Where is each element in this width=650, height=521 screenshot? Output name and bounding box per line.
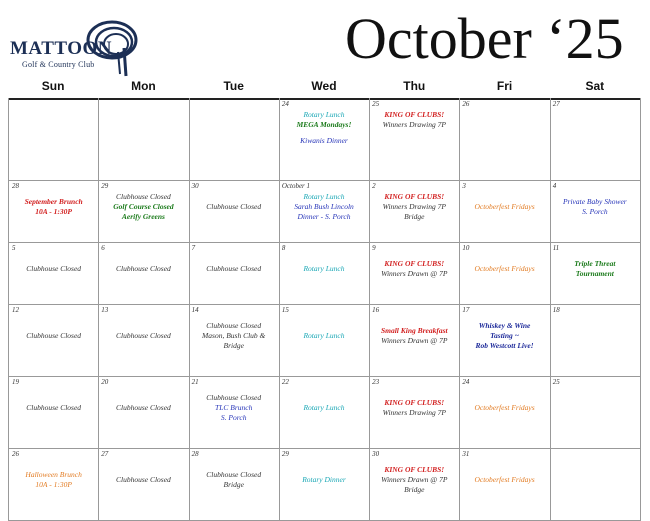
calendar-event: 10A - 1:30P — [35, 207, 72, 216]
day-cell — [8, 180, 99, 243]
day-cell — [189, 242, 280, 305]
calendar-event: Rotary Lunch — [303, 192, 345, 201]
calendar-event: Aerify Greens — [121, 212, 165, 221]
calendar-event: Small King Breakfast — [380, 326, 448, 335]
calendar-event: Bridge — [404, 212, 425, 221]
day-cell — [98, 304, 189, 377]
day-number: 30 — [372, 450, 380, 458]
calendar-event: Octoberfest Fridays — [474, 403, 535, 412]
day-cell — [459, 242, 550, 305]
day-number: 25 — [552, 378, 560, 386]
calendar-title: October ‘25 — [345, 6, 624, 71]
day-number: 6 — [101, 244, 105, 252]
day-cell — [279, 242, 370, 305]
day-cell — [550, 242, 641, 305]
day-cell — [189, 304, 280, 377]
day-cell — [459, 304, 550, 377]
day-cell — [98, 180, 189, 243]
day-number: 23 — [372, 378, 380, 386]
weekday-header — [8, 74, 640, 100]
calendar-event: Clubhouse Closed — [116, 475, 171, 484]
calendar-event: Clubhouse Closed — [116, 403, 171, 412]
day-number: 15 — [281, 306, 289, 314]
calendar-event: Kiwanis Dinner — [300, 136, 348, 145]
day-cell — [459, 448, 550, 521]
day-number: 10 — [462, 244, 470, 252]
calendar-event: S. Porch — [582, 207, 608, 216]
calendar-event: Rob Westcott Live! — [475, 341, 534, 350]
day-number: 2 — [372, 182, 376, 190]
day-number: 25 — [372, 100, 380, 108]
logo-tagline: Golf & Country Club — [22, 60, 95, 69]
day-cell — [189, 376, 280, 449]
calendar-event: S. Porch — [220, 413, 247, 422]
calendar-event: Clubhouse Closed — [26, 403, 82, 412]
day-number: 31 — [462, 450, 470, 458]
calendar-event: Rotary Lunch — [303, 403, 345, 412]
calendar-event: Tournament — [575, 269, 614, 278]
calendar-event: September Brunch — [24, 197, 83, 206]
day-cell — [8, 242, 99, 305]
calendar-event: Winners Drawn @ 7P — [381, 269, 448, 278]
day-number: October 1 — [281, 182, 311, 190]
calendar-event: Bridge — [404, 485, 425, 494]
day-number: 14 — [191, 306, 199, 314]
weekday-label: Mon — [131, 79, 156, 93]
day-cell — [550, 304, 641, 377]
day-cell — [8, 448, 99, 521]
day-cell — [459, 98, 550, 181]
day-cell — [369, 376, 460, 449]
calendar-event: Triple Threat — [574, 259, 616, 268]
calendar-event: Mason, Bush Club & — [202, 331, 266, 340]
calendar-event: Winners Drawing 7P — [382, 202, 446, 211]
day-number: 4 — [552, 182, 557, 190]
day-cell — [550, 180, 641, 243]
calendar-grid — [8, 98, 640, 497]
day-number: 24 — [462, 378, 470, 386]
day-cell — [98, 376, 189, 449]
calendar-event: Bridge — [223, 480, 244, 489]
calendar-event: Clubhouse Closed — [206, 470, 262, 479]
day-cell — [369, 448, 460, 521]
weekday-label: Thu — [403, 79, 426, 93]
day-number: 17 — [462, 306, 470, 314]
day-number: 19 — [12, 378, 19, 386]
day-cell — [279, 448, 370, 521]
day-number: 18 — [552, 306, 560, 314]
day-cell — [189, 448, 280, 521]
calendar-event: Whiskey & Wine — [478, 321, 531, 330]
calendar-event: Clubhouse Closed — [26, 331, 82, 340]
day-number: 11 — [552, 244, 560, 252]
calendar-event: Rotary Lunch — [303, 264, 345, 273]
day-cell — [8, 98, 99, 181]
calendar-event: Tasting ~ — [490, 331, 519, 340]
calendar-event: Bridge — [223, 341, 244, 350]
day-cell — [550, 98, 641, 181]
calendar-event: Clubhouse Closed — [206, 321, 262, 330]
calendar-event: Octoberfest Fridays — [474, 264, 535, 273]
day-number: 30 — [191, 182, 199, 190]
day-cell — [189, 180, 280, 243]
calendar-event: Rotary Lunch — [303, 331, 345, 340]
day-number: 12 — [12, 306, 19, 314]
weekday-label: Sun — [41, 79, 65, 93]
day-number: 22 — [281, 378, 289, 386]
day-cell — [369, 242, 460, 305]
day-cell — [279, 180, 370, 243]
day-cell — [98, 242, 189, 305]
day-cell — [369, 98, 460, 181]
day-number: 16 — [372, 306, 380, 314]
day-number: 9 — [372, 244, 376, 252]
calendar-event: KING OF CLUBS! — [384, 110, 445, 119]
calendar-event: Winners Drawn @ 7P — [381, 336, 448, 345]
day-number: 21 — [191, 378, 199, 386]
weekday-label: Wed — [311, 79, 337, 93]
day-number: 27 — [552, 100, 560, 108]
calendar-event: Clubhouse Closed — [26, 264, 82, 273]
calendar-event: Octoberfest Fridays — [474, 202, 535, 211]
calendar-event: KING OF CLUBS! — [384, 192, 445, 201]
day-number: 5 — [12, 244, 16, 252]
day-number: 27 — [101, 450, 109, 458]
day-cell — [369, 180, 460, 243]
weekday-label: Tue — [223, 79, 244, 93]
day-number: 13 — [101, 306, 109, 314]
day-cell — [459, 376, 550, 449]
calendar-event: KING OF CLUBS! — [384, 398, 445, 407]
day-cell — [8, 376, 99, 449]
calendar-event: Clubhouse Closed — [116, 264, 171, 273]
calendar-event: Sarah Bush Lincoln — [294, 202, 354, 211]
calendar-event: Winners Drawing 7P — [382, 120, 446, 129]
calendar-event: Golf Course Closed — [113, 202, 174, 211]
day-number: 26 — [462, 100, 470, 108]
day-number: 29 — [101, 182, 109, 190]
calendar-event: Clubhouse Closed — [116, 331, 171, 340]
day-cell — [98, 448, 189, 521]
day-cell — [550, 376, 641, 449]
calendar-event: Private Baby Shower — [562, 197, 627, 206]
calendar-event: Clubhouse Closed — [206, 202, 262, 211]
day-number: 24 — [281, 100, 289, 108]
day-cell — [279, 304, 370, 377]
logo-name: MATTOON — [10, 38, 113, 59]
calendar-event: Clubhouse Closed — [206, 264, 262, 273]
day-cell — [189, 98, 280, 181]
day-cell — [279, 98, 370, 181]
calendar-event: 10A - 1:30P — [35, 480, 72, 489]
day-number: 26 — [12, 450, 19, 458]
day-number: 28 — [12, 182, 19, 190]
calendar-event: TLC Brunch — [215, 403, 253, 412]
calendar-event: Octoberfest Fridays — [474, 475, 535, 484]
day-cell — [8, 304, 99, 377]
day-number: 8 — [281, 244, 286, 252]
calendar-event: Clubhouse Closed — [116, 192, 171, 201]
calendar-event: KING OF CLUBS! — [384, 465, 445, 474]
day-number: 20 — [101, 378, 109, 386]
day-cell — [459, 180, 550, 243]
calendar-event: Clubhouse Closed — [206, 393, 262, 402]
calendar-event: Winners Drawing 7P — [382, 408, 446, 417]
calendar-event: MEGA Mondays! — [296, 120, 352, 129]
day-number: 7 — [191, 244, 196, 252]
day-cell — [279, 376, 370, 449]
day-cell — [550, 448, 641, 521]
weekday-label: Sat — [585, 79, 605, 93]
calendar-event: Winners Drawn @ 7P — [381, 475, 448, 484]
day-cell — [369, 304, 460, 377]
calendar-event: Rotary Dinner — [302, 475, 346, 484]
day-cell — [98, 98, 189, 181]
day-number: 29 — [281, 450, 289, 458]
calendar-event: Halloween Brunch — [25, 470, 82, 479]
weekday-label: Fri — [496, 79, 513, 93]
day-number: 3 — [462, 182, 466, 190]
calendar-event: Dinner - S. Porch — [297, 212, 351, 221]
club-logo — [6, 8, 141, 78]
calendar-event: KING OF CLUBS! — [384, 259, 445, 268]
calendar-event: Rotary Lunch — [303, 110, 345, 119]
day-number: 28 — [191, 450, 199, 458]
